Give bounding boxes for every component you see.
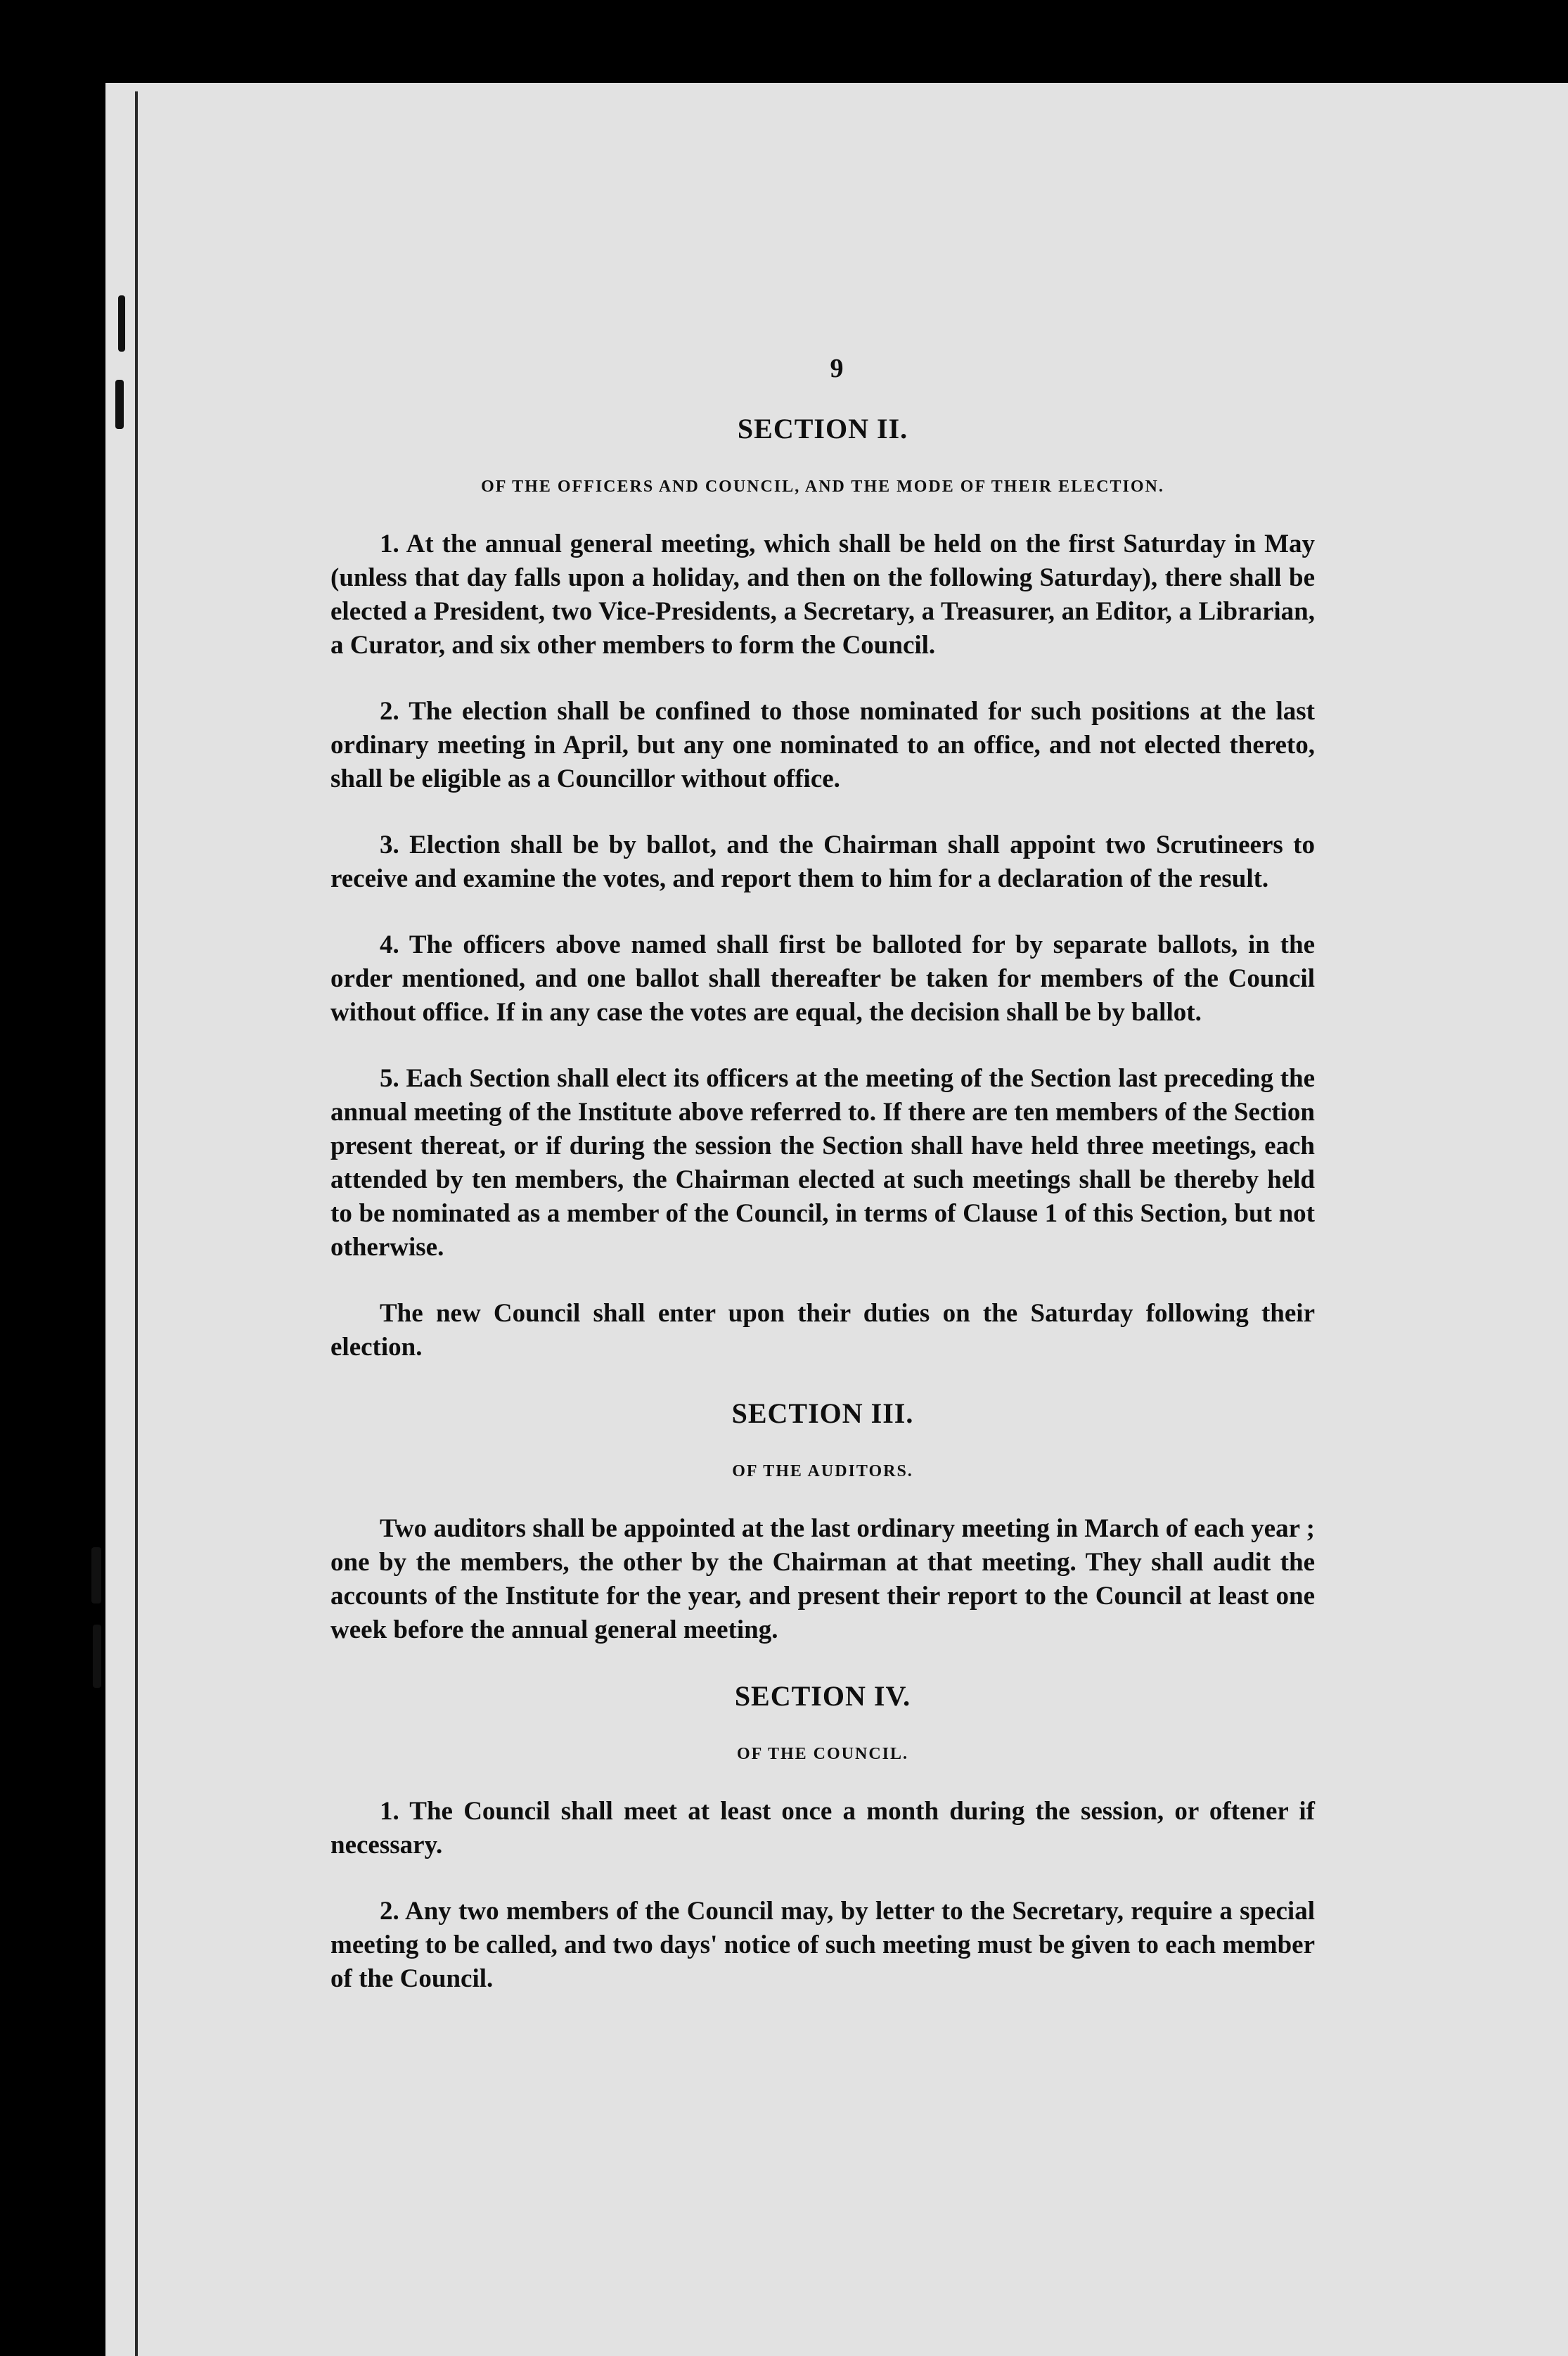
page-number: 9 [830,354,844,383]
section-2-title: SECTION II. [737,413,908,444]
section-2-subtitle: OF THE OFFICERS AND COUNCIL, AND THE MODE OF THEIR ELECTION. [481,478,1164,496]
section-2-paragraph: 3. Election shall be by ballot, and the Chairman shall appoint two Scrutineers to receive and examine the votes, and report them to him for a declaration of the result. [330,831,1315,893]
section-4-subtitle: OF THE COUNCIL. [736,1745,909,1763]
scan-mark [93,1625,101,1688]
section-3-subtitle: OF THE AUDITORS. [732,1462,913,1480]
document-body [330,352,1315,2028]
section-2-paragraph: 4. The officers above named shall first be balloted for by separate ballots, in the order mentioned, and one ballot shall thereafter be taken for members of the Council without office. If in any case the votes are equal, the decision shall be by ballot. [330,930,1315,1027]
scan-mark [91,1547,101,1603]
section-4-paragraph: 1. The Council shall meet at least once a month during the session, or oftener if necessary. [330,1797,1315,1859]
section-4-title: SECTION IV. [734,1680,911,1712]
scan-mark [118,295,125,352]
section-2-paragraph: The new Council shall enter upon their duties on the Saturday following their election. [330,1299,1315,1362]
section-2-paragraph: 1. At the annual general meeting, which shall be held on the first Saturday in May (unless that day falls upon a holiday, and then on the following Saturday), there shall be elected a President, two Vice-Presidents, a Secretary, a Treasurer, an Editor, a Librarian, a Curator, and six other members to form the Council. [330,530,1315,660]
section-4-paragraph: 2. Any two members of the Council may, by letter to the Secretary, require a special meeting to be called, and two days' notice of such meeting must be given to each member of the Council. [330,1897,1315,1993]
scan-mark [115,380,124,429]
section-2-paragraph: 5. Each Section shall elect its officers at the meeting of the Section last preceding the annual meeting of the Institute above referred to. If there are ten members of the Section present thereat, or if during the session the Section shall have held three meetings, each attended by ten members, the Chairman elected at such meetings shall be thereby held to be nominated as a member of the Council, in terms of Clause 1 of this Section, but not otherwise. [330,1064,1315,1262]
binding-edge-line [135,91,138,2356]
section-3-paragraph: Two auditors shall be appointed at the last ordinary meeting in March of each year ; one by the members, the other by the Chairman at that meeting. They shall audit the accounts of the Institute for the year, and present their report to the Council at least one week before the annual general meeting. [330,1514,1315,1644]
section-2-paragraph: 2. The election shall be confined to those nominated for such positions at the last ordinary meeting in April, but any one nominated to an office, and not elected thereto, shall be eligible as a Councillor without office. [330,697,1315,793]
section-3-title: SECTION III. [731,1397,914,1429]
